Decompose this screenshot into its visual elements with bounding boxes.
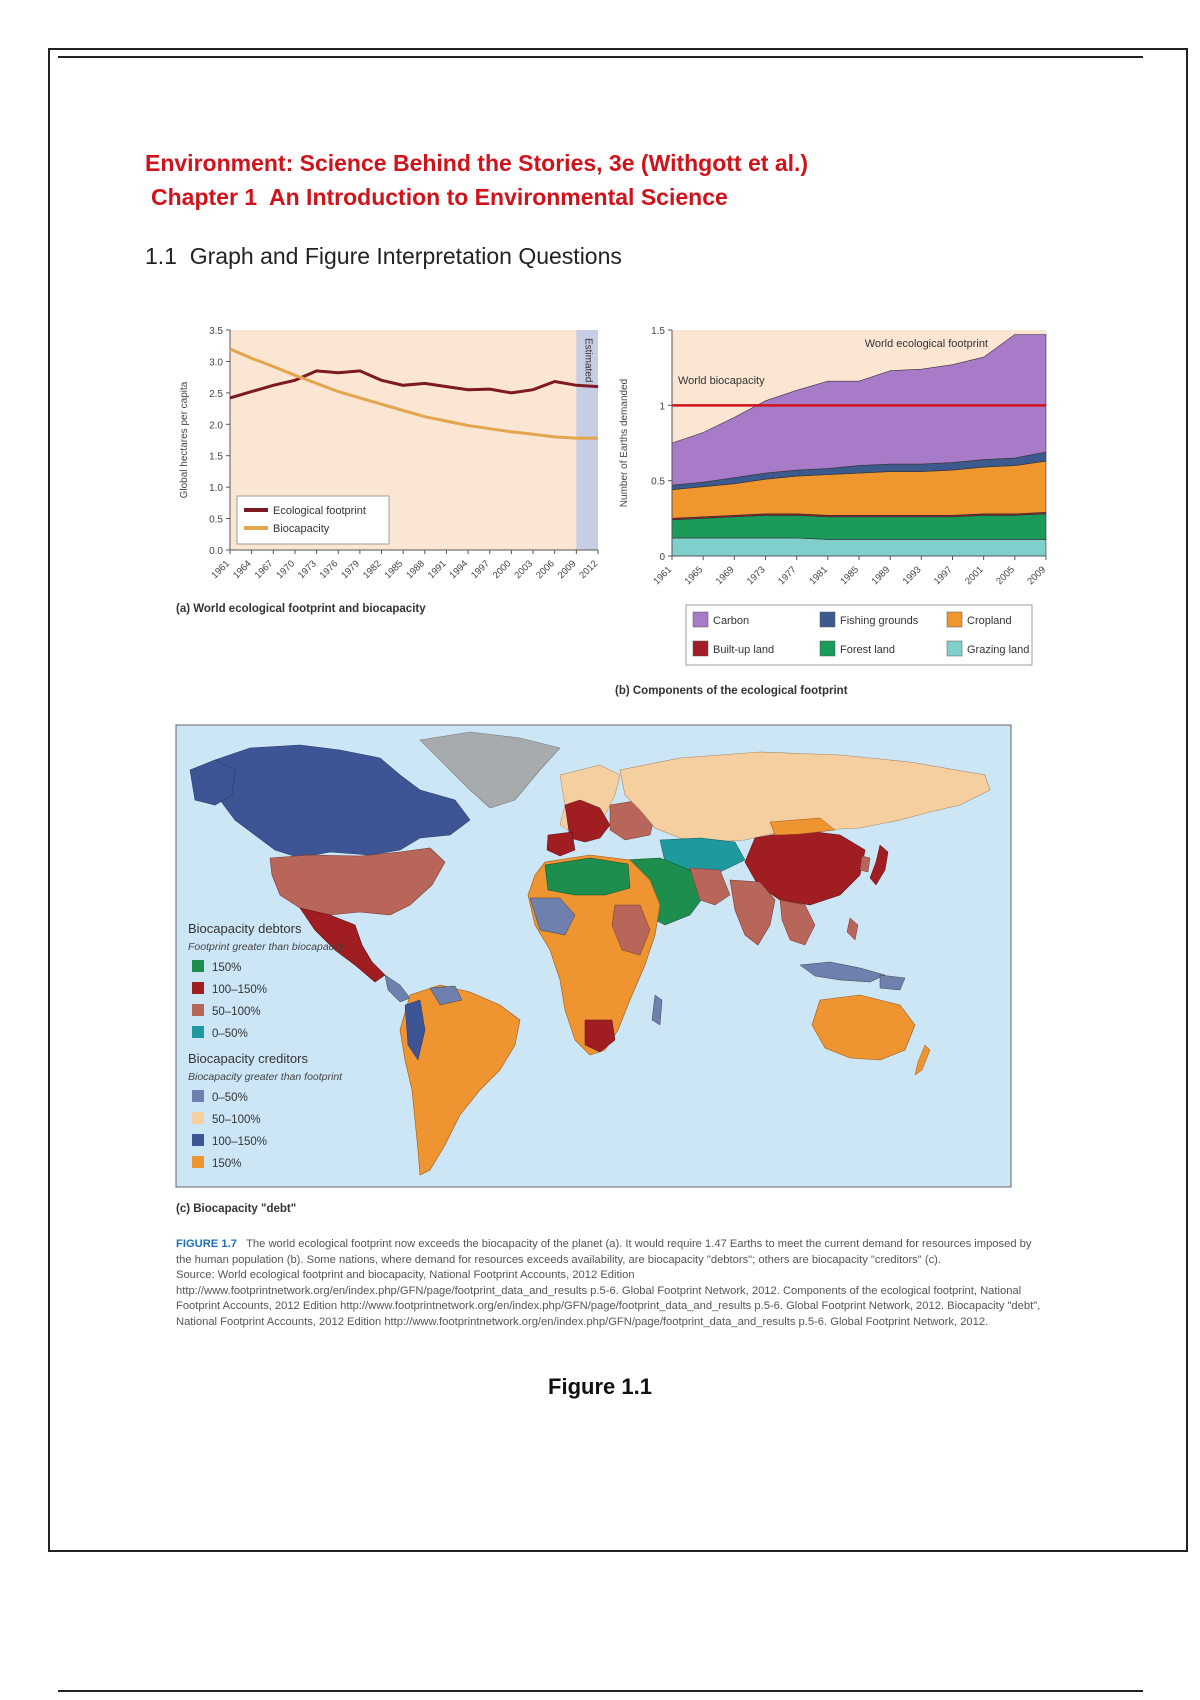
- chart-a-xtick-label: 1979: [339, 558, 363, 582]
- chart-a-ylabel: Global hectares per capita: [179, 381, 190, 499]
- chart-a-xtick-label: 1988: [404, 558, 427, 582]
- chart-b-legend-box: [686, 605, 1032, 665]
- chart-a-xtick-label: 1976: [317, 558, 341, 582]
- chart-a-xtick-label: 1967: [252, 558, 276, 582]
- legend-debtors-title: Biocapacity debtors: [188, 921, 302, 936]
- title-line-2: Chapter 1 An Introduction to Environmental Science: [151, 184, 728, 210]
- figure-source-text: Source: World ecological footprint and biocapacity, National Footprint Accounts, 2012 Edition http://www.footprintnetwork.org/en/index.php/GFN/page/footprint_data_and_results p.5-6. Global Footprint Network, 2012. Components of the ecological footprint, National Footprint Accounts, 2012 Edition http://www.footprintnetwork.org/en/index.php/GFN/page/footprint_data_and_results p.5-6. Global Footprint Network, 2012. Biocapacity "debt", National Footprint Accounts, 2012 Edition http://www.footprintnetwork.org/en/index.php/GFN/page/footprint_data_and_results p.5-6. Global Footprint Network, 2012.: [176, 1269, 1041, 1328]
- chart-b-xtick-label: 1969: [713, 564, 737, 588]
- legend-creditors-sub: Biocapacity greater than footprint: [188, 1071, 343, 1083]
- chart-b-xtick-label: 1985: [838, 564, 862, 588]
- chart-a-legend-label: Ecological footprint: [273, 505, 366, 517]
- chart-a-xtick-label: 1994: [447, 558, 471, 582]
- chart-b-legend-swatch: [947, 641, 962, 656]
- legend-debtors-sub: Footprint greater than biocapacity: [188, 941, 345, 953]
- chart-b-area-grazing-land: [672, 538, 1046, 556]
- chart-b-xtick-label: 1989: [869, 564, 893, 588]
- figure-caption: [176, 1237, 1046, 1330]
- world-map: [176, 725, 1011, 1187]
- chart-a-ytick-label: 0.5: [209, 514, 223, 526]
- chart-a-ytick-label: 1.5: [209, 451, 223, 463]
- chart-b-legend-label: Forest land: [840, 644, 896, 656]
- map-korea: [860, 856, 870, 872]
- chart-b-xtick-label: 1973: [744, 564, 768, 588]
- chart-a-xtick-label: 1973: [295, 558, 319, 582]
- legend-debtor-label: 0–50%: [212, 1028, 248, 1040]
- chart-a-xtick-label: 2009: [555, 558, 579, 582]
- chart-b-ytick-label: 1: [659, 401, 665, 413]
- figure-caption-text: The world ecological footprint now exceeds the biocapacity of the planet (a). It would require 1.47 Earths to meet the current demand for resources imposed by the human population (b). Some nations, where demand for resources exceeds availability, are biocapacity "debtors"; others are biocapacity "creditors" (c).: [176, 1238, 1032, 1266]
- chart-a-xtick-label: 1985: [382, 558, 406, 582]
- chart-a-xtick-label: 1964: [231, 558, 254, 582]
- chart-b-legend-swatch: [693, 641, 708, 656]
- chart-a-ytick-label: 3.5: [209, 326, 223, 337]
- chart-a-legend-box: [237, 496, 389, 544]
- legend-creditor-swatch: [192, 1134, 204, 1146]
- chart-b-xtick-label: 1997: [931, 564, 955, 588]
- chart-b-legend-swatch: [820, 612, 835, 627]
- chart-a-xtick-label: 1991: [425, 558, 449, 582]
- chart-a-ytick-label: 3.0: [209, 357, 223, 369]
- chart-b-legend-label: Cropland: [967, 615, 1012, 627]
- title-line-1: Environment: Science Behind the Stories, 3e (Withgott et al.): [145, 150, 809, 176]
- chart-b-xtick-label: 1965: [682, 564, 706, 588]
- chart-b-xtick-label: 2001: [963, 564, 986, 588]
- chart-a-ytick-label: 2.5: [209, 388, 223, 400]
- chart-b-caption: (b) Components of the ecological footprint: [615, 685, 848, 697]
- chart-b-legend-label: Fishing grounds: [840, 615, 919, 627]
- chart-b-legend: [686, 605, 1032, 665]
- chart-a-legend: [237, 496, 389, 544]
- legend-creditor-label: 100–150%: [212, 1136, 267, 1148]
- legend-creditor-label: 150%: [212, 1158, 242, 1170]
- chart-b-xtick-label: 1993: [900, 564, 924, 588]
- chart-b-legend-label: Carbon: [713, 615, 750, 627]
- chart-b-area-forest-land: [672, 514, 1046, 540]
- chart-a-xtick-label: 2006: [534, 558, 557, 582]
- legend-creditor-swatch: [192, 1090, 204, 1102]
- chart-b-xtick-label: 1977: [776, 564, 799, 588]
- chart-b-xtick-label: 2005: [994, 564, 1017, 588]
- chart-a-xtick-label: 1982: [360, 558, 384, 582]
- chart-b-ytick-label: 0.5: [651, 476, 665, 488]
- figure-label: FIGURE 1.7: [176, 1238, 237, 1250]
- legend-debtor-label: 150%: [212, 962, 242, 974]
- chart-b-legend-swatch: [947, 612, 962, 627]
- chart-a-legend-label: Biocapacity: [273, 523, 330, 535]
- chart-a-ytick-label: 0.0: [209, 546, 223, 557]
- chart-a-xtick-label: 2012: [577, 558, 601, 582]
- chart-a-ytick-label: 1.0: [209, 483, 223, 495]
- legend-debtor-label: 50–100%: [212, 1006, 261, 1018]
- chart-b-annotation-biocapacity: World biocapacity: [678, 375, 765, 387]
- legend-creditor-label: 0–50%: [212, 1092, 248, 1104]
- figure-number: Figure 1.1: [548, 1374, 652, 1399]
- chart-a-caption: (a) World ecological footprint and biocapacity: [176, 603, 426, 615]
- legend-debtor-swatch: [192, 1026, 204, 1038]
- chart-a-xtick-label: 2000: [490, 558, 514, 582]
- chart-b-xtick-label: 1961: [651, 564, 675, 588]
- chart-b-legend-swatch: [693, 612, 708, 627]
- chart-b-legend-label: Grazing land: [967, 644, 1030, 656]
- legend-debtor-swatch: [192, 982, 204, 994]
- chart-b-xtick-label: 2009: [1025, 564, 1049, 588]
- legend-debtor-swatch: [192, 1004, 204, 1016]
- chart-a-estimated-label: Estimated: [582, 338, 594, 383]
- chart-a-xtick-label: 1970: [274, 558, 298, 582]
- chart-b-legend-swatch: [820, 641, 835, 656]
- legend-creditor-swatch: [192, 1112, 204, 1124]
- chart-a-xtick-label: 1997: [469, 558, 492, 582]
- chart-b-legend-label: Built-up land: [713, 644, 775, 656]
- legend-creditor-swatch: [192, 1156, 204, 1168]
- chart-a: [179, 326, 600, 581]
- map-caption: (c) Biocapacity "debt": [176, 1203, 297, 1215]
- legend-debtor-label: 100–150%: [212, 984, 267, 996]
- chart-a-xtick-label: 2003: [512, 558, 536, 582]
- chart-b: [619, 326, 1048, 665]
- chart-b-ytick-label: 1.5: [651, 326, 665, 337]
- legend-creditors-title: Biocapacity creditors: [188, 1051, 308, 1066]
- chart-a-xtick-label: 1961: [209, 558, 233, 582]
- section-heading: 1.1 Graph and Figure Interpretation Questions: [145, 243, 622, 269]
- chart-b-annotation-footprint: World ecological footprint: [864, 338, 988, 350]
- map-north-africa: [545, 858, 630, 895]
- chart-b-ylabel: Number of Earths demanded: [619, 378, 630, 508]
- legend-creditor-label: 50–100%: [212, 1114, 261, 1126]
- chart-b-ytick-label: 0: [659, 552, 665, 563]
- chart-a-ytick-label: 2.0: [209, 420, 223, 432]
- chart-b-xtick-label: 1981: [807, 564, 830, 588]
- legend-debtor-swatch: [192, 960, 204, 972]
